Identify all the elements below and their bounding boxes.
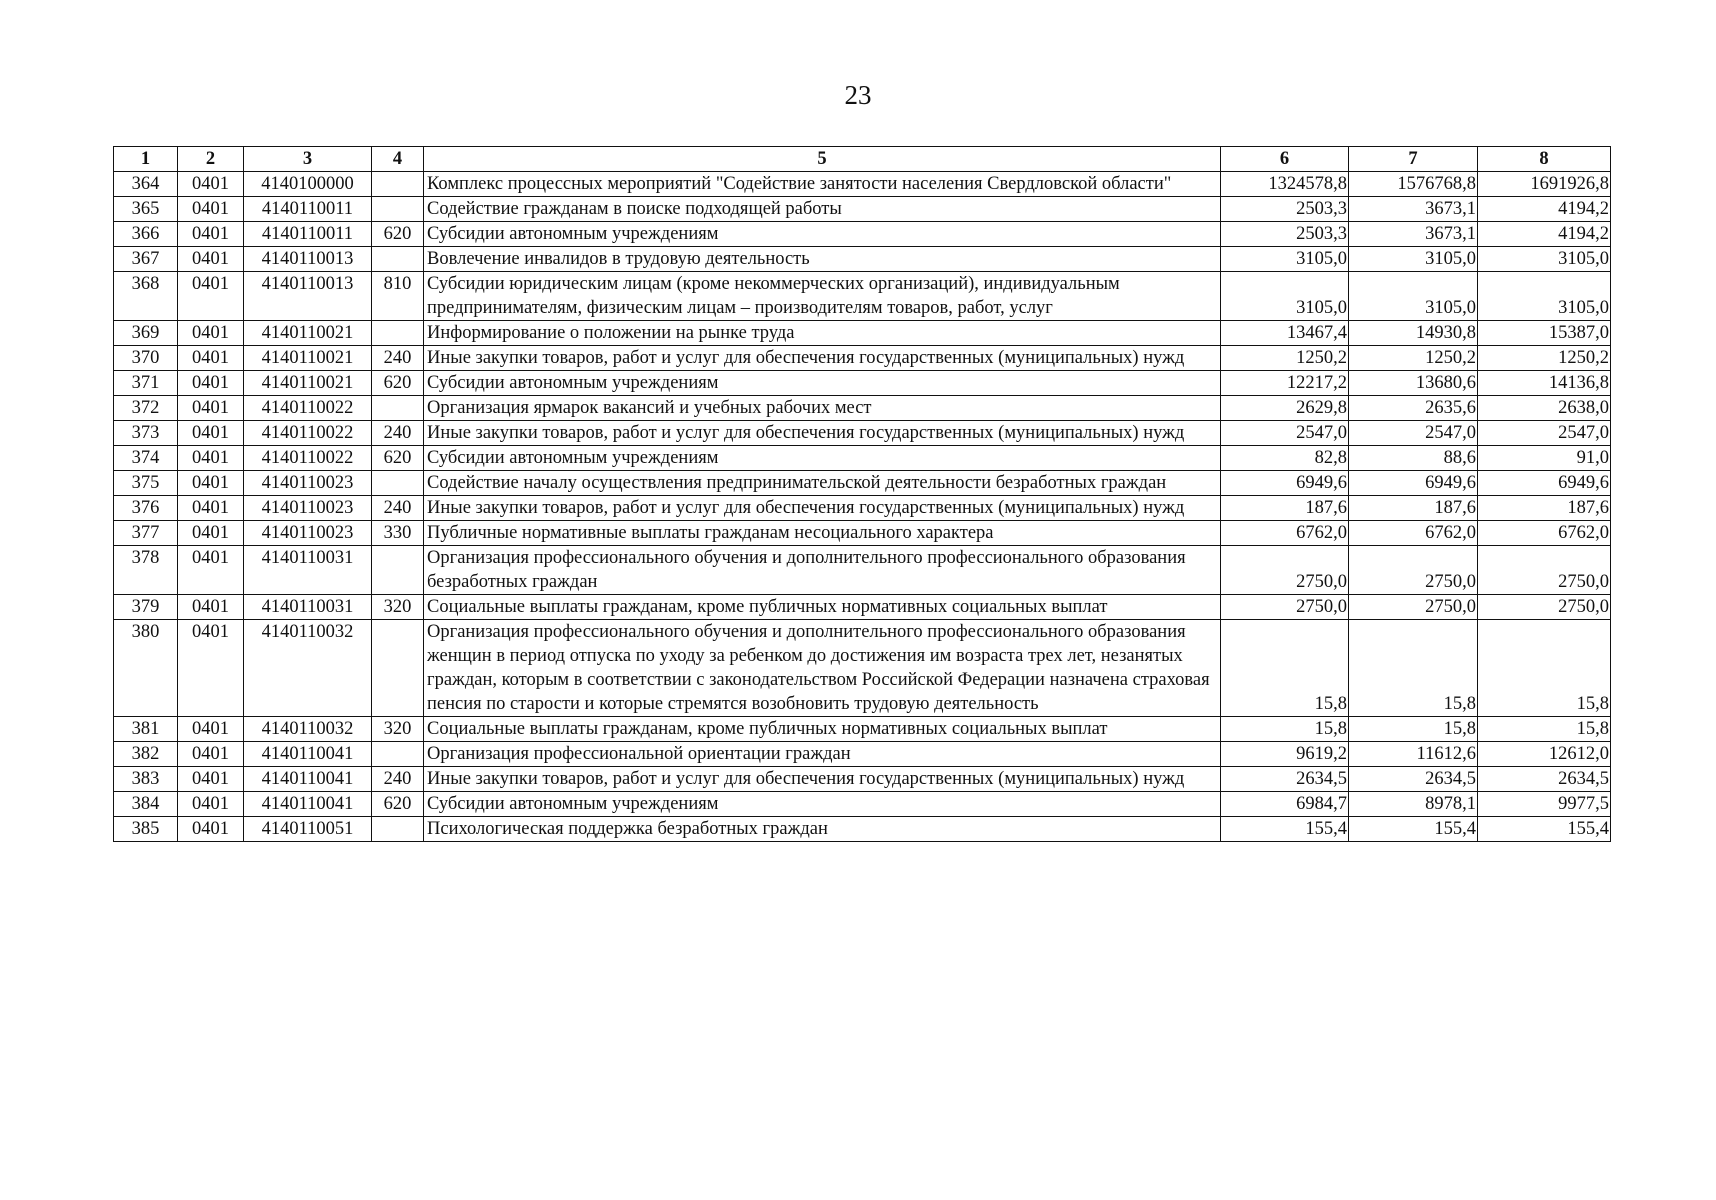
section-code-cell: 0401 — [178, 421, 244, 446]
target-code-cell: 4140110021 — [244, 321, 372, 346]
table-row — [114, 620, 1611, 717]
section-code-cell: 0401 — [178, 496, 244, 521]
description-cell: Организация профессионального обучения и дополнительного профессионального образования женщин в период отпуска по уходу за ребенком до достижения им возраста трех лет, незанятых граждан, которым в соответствии с законодательством Российской Федерации назначена страховая пенсия по старости и которые стремятся возобновить трудовую деятельность — [424, 620, 1221, 717]
section-code-cell: 0401 — [178, 546, 244, 595]
header-row — [114, 147, 1611, 172]
row-number-cell: 385 — [114, 817, 178, 842]
expense-type-cell: 620 — [372, 222, 424, 247]
table-row — [114, 396, 1611, 421]
description-cell: Психологическая поддержка безработных граждан — [424, 817, 1221, 842]
amount-col8-cell: 187,6 — [1478, 496, 1611, 521]
table-row — [114, 421, 1611, 446]
header-cell: 3 — [244, 147, 372, 172]
section-code-cell: 0401 — [178, 595, 244, 620]
amount-col8-cell: 6949,6 — [1478, 471, 1611, 496]
amount-col8-cell: 4194,2 — [1478, 197, 1611, 222]
amount-col6-cell: 2503,3 — [1221, 222, 1349, 247]
amount-col8-cell: 4194,2 — [1478, 222, 1611, 247]
table-row — [114, 247, 1611, 272]
amount-col6-cell: 13467,4 — [1221, 321, 1349, 346]
table-row — [114, 272, 1611, 321]
description-cell: Субсидии юридическим лицам (кроме некоммерческих организаций), индивидуальным предпринимателям, физическим лицам – производителям товаров, работ, услуг — [424, 272, 1221, 321]
page-number: 23 — [844, 80, 872, 110]
amount-col6-cell: 2547,0 — [1221, 421, 1349, 446]
header-cell: 6 — [1221, 147, 1349, 172]
section-code-cell: 0401 — [178, 767, 244, 792]
description-cell: Вовлечение инвалидов в трудовую деятельность — [424, 247, 1221, 272]
description-cell: Социальные выплаты гражданам, кроме публичных нормативных социальных выплат — [424, 717, 1221, 742]
amount-col6-cell: 6949,6 — [1221, 471, 1349, 496]
description-cell: Комплекс процессных мероприятий "Содействие занятости населения Свердловской области" — [424, 172, 1221, 197]
amount-col6-cell: 1324578,8 — [1221, 172, 1349, 197]
section-code-cell: 0401 — [178, 742, 244, 767]
table-row — [114, 767, 1611, 792]
expense-type-cell — [372, 172, 424, 197]
row-number-cell: 365 — [114, 197, 178, 222]
target-code-cell: 4140110031 — [244, 595, 372, 620]
target-code-cell: 4140110031 — [244, 546, 372, 595]
amount-col6-cell: 6762,0 — [1221, 521, 1349, 546]
amount-col8-cell: 2750,0 — [1478, 546, 1611, 595]
row-number-cell: 384 — [114, 792, 178, 817]
section-code-cell: 0401 — [178, 247, 244, 272]
description-cell: Иные закупки товаров, работ и услуг для обеспечения государственных (муниципальных) нужд — [424, 346, 1221, 371]
table-row — [114, 742, 1611, 767]
section-code-cell: 0401 — [178, 792, 244, 817]
row-number-cell: 371 — [114, 371, 178, 396]
amount-col8-cell: 3105,0 — [1478, 247, 1611, 272]
amount-col7-cell: 2750,0 — [1349, 546, 1478, 595]
section-code-cell: 0401 — [178, 197, 244, 222]
target-code-cell: 4140110021 — [244, 346, 372, 371]
row-number-cell: 380 — [114, 620, 178, 717]
target-code-cell: 4140110032 — [244, 717, 372, 742]
amount-col8-cell: 3105,0 — [1478, 272, 1611, 321]
amount-col6-cell: 82,8 — [1221, 446, 1349, 471]
amount-col8-cell: 15387,0 — [1478, 321, 1611, 346]
target-code-cell: 4140110013 — [244, 272, 372, 321]
table-row — [114, 446, 1611, 471]
amount-col8-cell: 14136,8 — [1478, 371, 1611, 396]
expense-type-cell — [372, 471, 424, 496]
amount-col6-cell: 2634,5 — [1221, 767, 1349, 792]
expense-type-cell — [372, 546, 424, 595]
table-row — [114, 521, 1611, 546]
header-cell: 2 — [178, 147, 244, 172]
table-row — [114, 595, 1611, 620]
amount-col8-cell: 91,0 — [1478, 446, 1611, 471]
description-cell: Организация профессиональной ориентации граждан — [424, 742, 1221, 767]
amount-col6-cell: 2750,0 — [1221, 546, 1349, 595]
table-row — [114, 346, 1611, 371]
description-cell: Содействие началу осуществления предпринимательской деятельности безработных граждан — [424, 471, 1221, 496]
section-code-cell: 0401 — [178, 620, 244, 717]
row-number-cell: 383 — [114, 767, 178, 792]
amount-col8-cell: 2750,0 — [1478, 595, 1611, 620]
row-number-cell: 372 — [114, 396, 178, 421]
expense-type-cell — [372, 620, 424, 717]
section-code-cell: 0401 — [178, 222, 244, 247]
amount-col7-cell: 2547,0 — [1349, 421, 1478, 446]
amount-col6-cell: 2629,8 — [1221, 396, 1349, 421]
expense-type-cell — [372, 321, 424, 346]
description-cell: Организация ярмарок вакансий и учебных рабочих мест — [424, 396, 1221, 421]
row-number-cell: 377 — [114, 521, 178, 546]
table-row — [114, 197, 1611, 222]
amount-col6-cell: 6984,7 — [1221, 792, 1349, 817]
amount-col6-cell: 155,4 — [1221, 817, 1349, 842]
amount-col6-cell: 12217,2 — [1221, 371, 1349, 396]
expense-type-cell: 240 — [372, 496, 424, 521]
section-code-cell: 0401 — [178, 272, 244, 321]
section-code-cell: 0401 — [178, 396, 244, 421]
row-number-cell: 376 — [114, 496, 178, 521]
target-code-cell: 4140100000 — [244, 172, 372, 197]
amount-col6-cell: 9619,2 — [1221, 742, 1349, 767]
target-code-cell: 4140110022 — [244, 446, 372, 471]
table-row — [114, 496, 1611, 521]
section-code-cell: 0401 — [178, 817, 244, 842]
description-cell: Субсидии автономным учреждениям — [424, 792, 1221, 817]
row-number-cell: 374 — [114, 446, 178, 471]
amount-col6-cell: 2503,3 — [1221, 197, 1349, 222]
amount-col7-cell: 3105,0 — [1349, 247, 1478, 272]
amount-col8-cell: 15,8 — [1478, 620, 1611, 717]
amount-col7-cell: 6762,0 — [1349, 521, 1478, 546]
header-cell: 4 — [372, 147, 424, 172]
amount-col7-cell: 155,4 — [1349, 817, 1478, 842]
amount-col8-cell: 2547,0 — [1478, 421, 1611, 446]
amount-col7-cell: 3673,1 — [1349, 197, 1478, 222]
amount-col7-cell: 2750,0 — [1349, 595, 1478, 620]
amount-col6-cell: 3105,0 — [1221, 272, 1349, 321]
table-row — [114, 172, 1611, 197]
amount-col8-cell: 2638,0 — [1478, 396, 1611, 421]
header-cell: 1 — [114, 147, 178, 172]
section-code-cell: 0401 — [178, 172, 244, 197]
target-code-cell: 4140110023 — [244, 471, 372, 496]
amount-col7-cell: 187,6 — [1349, 496, 1478, 521]
description-cell: Публичные нормативные выплаты гражданам несоциального характера — [424, 521, 1221, 546]
description-cell: Иные закупки товаров, работ и услуг для обеспечения государственных (муниципальных) нужд — [424, 421, 1221, 446]
target-code-cell: 4140110022 — [244, 421, 372, 446]
amount-col6-cell: 187,6 — [1221, 496, 1349, 521]
row-number-cell: 382 — [114, 742, 178, 767]
expense-type-cell: 810 — [372, 272, 424, 321]
description-cell: Иные закупки товаров, работ и услуг для обеспечения государственных (муниципальных) нужд — [424, 496, 1221, 521]
expense-type-cell: 620 — [372, 792, 424, 817]
section-code-cell: 0401 — [178, 717, 244, 742]
amount-col6-cell: 15,8 — [1221, 620, 1349, 717]
target-code-cell: 4140110023 — [244, 521, 372, 546]
row-number-cell: 373 — [114, 421, 178, 446]
table-row — [114, 717, 1611, 742]
target-code-cell: 4140110011 — [244, 197, 372, 222]
target-code-cell: 4140110041 — [244, 792, 372, 817]
expense-type-cell — [372, 197, 424, 222]
row-number-cell: 366 — [114, 222, 178, 247]
row-number-cell: 367 — [114, 247, 178, 272]
expense-type-cell — [372, 247, 424, 272]
header-cell: 8 — [1478, 147, 1611, 172]
target-code-cell: 4140110013 — [244, 247, 372, 272]
amount-col7-cell: 3673,1 — [1349, 222, 1478, 247]
description-cell: Информирование о положении на рынке труда — [424, 321, 1221, 346]
row-number-cell: 379 — [114, 595, 178, 620]
amount-col7-cell: 11612,6 — [1349, 742, 1478, 767]
row-number-cell: 381 — [114, 717, 178, 742]
header-cell: 5 — [424, 147, 1221, 172]
section-code-cell: 0401 — [178, 471, 244, 496]
section-code-cell: 0401 — [178, 521, 244, 546]
description-cell: Иные закупки товаров, работ и услуг для обеспечения государственных (муниципальных) нужд — [424, 767, 1221, 792]
header-cell: 7 — [1349, 147, 1478, 172]
expense-type-cell: 240 — [372, 767, 424, 792]
expense-type-cell — [372, 396, 424, 421]
description-cell: Субсидии автономным учреждениям — [424, 222, 1221, 247]
description-cell: Субсидии автономным учреждениям — [424, 446, 1221, 471]
amount-col8-cell: 15,8 — [1478, 717, 1611, 742]
amount-col7-cell: 13680,6 — [1349, 371, 1478, 396]
row-number-cell: 368 — [114, 272, 178, 321]
table-body — [114, 172, 1611, 842]
table-row — [114, 471, 1611, 496]
amount-col8-cell: 12612,0 — [1478, 742, 1611, 767]
row-number-cell: 369 — [114, 321, 178, 346]
expense-type-cell — [372, 817, 424, 842]
target-code-cell: 4140110032 — [244, 620, 372, 717]
target-code-cell: 4140110022 — [244, 396, 372, 421]
expense-type-cell: 240 — [372, 421, 424, 446]
target-code-cell: 4140110041 — [244, 742, 372, 767]
target-code-cell: 4140110051 — [244, 817, 372, 842]
expense-type-cell: 320 — [372, 595, 424, 620]
description-cell: Социальные выплаты гражданам, кроме публичных нормативных социальных выплат — [424, 595, 1221, 620]
amount-col7-cell: 8978,1 — [1349, 792, 1478, 817]
table-row — [114, 371, 1611, 396]
target-code-cell: 4140110021 — [244, 371, 372, 396]
amount-col8-cell: 6762,0 — [1478, 521, 1611, 546]
expense-type-cell: 620 — [372, 371, 424, 396]
target-code-cell: 4140110011 — [244, 222, 372, 247]
table-row — [114, 792, 1611, 817]
table-row — [114, 817, 1611, 842]
amount-col7-cell: 15,8 — [1349, 717, 1478, 742]
row-number-cell: 375 — [114, 471, 178, 496]
amount-col8-cell: 2634,5 — [1478, 767, 1611, 792]
expense-type-cell: 330 — [372, 521, 424, 546]
amount-col7-cell: 88,6 — [1349, 446, 1478, 471]
expense-type-cell: 620 — [372, 446, 424, 471]
target-code-cell: 4140110023 — [244, 496, 372, 521]
table-row — [114, 222, 1611, 247]
amount-col7-cell: 15,8 — [1349, 620, 1478, 717]
description-cell: Содействие гражданам в поиске подходящей работы — [424, 197, 1221, 222]
amount-col6-cell: 1250,2 — [1221, 346, 1349, 371]
amount-col7-cell: 2634,5 — [1349, 767, 1478, 792]
table-row — [114, 546, 1611, 595]
section-code-cell: 0401 — [178, 371, 244, 396]
description-cell: Организация профессионального обучения и дополнительного профессионального образования безработных граждан — [424, 546, 1221, 595]
expense-type-cell: 320 — [372, 717, 424, 742]
amount-col7-cell: 2635,6 — [1349, 396, 1478, 421]
amount-col7-cell: 6949,6 — [1349, 471, 1478, 496]
target-code-cell: 4140110041 — [244, 767, 372, 792]
section-code-cell: 0401 — [178, 346, 244, 371]
amount-col6-cell: 3105,0 — [1221, 247, 1349, 272]
budget-table — [113, 146, 1611, 842]
expense-type-cell: 240 — [372, 346, 424, 371]
table-row — [114, 321, 1611, 346]
amount-col7-cell: 1250,2 — [1349, 346, 1478, 371]
amount-col7-cell: 14930,8 — [1349, 321, 1478, 346]
row-number-cell: 370 — [114, 346, 178, 371]
section-code-cell: 0401 — [178, 321, 244, 346]
section-code-cell: 0401 — [178, 446, 244, 471]
amount-col8-cell: 155,4 — [1478, 817, 1611, 842]
amount-col6-cell: 2750,0 — [1221, 595, 1349, 620]
amount-col8-cell: 1691926,8 — [1478, 172, 1611, 197]
expense-type-cell — [372, 742, 424, 767]
amount-col8-cell: 9977,5 — [1478, 792, 1611, 817]
description-cell: Субсидии автономным учреждениям — [424, 371, 1221, 396]
amount-col7-cell: 3105,0 — [1349, 272, 1478, 321]
amount-col7-cell: 1576768,8 — [1349, 172, 1478, 197]
amount-col6-cell: 15,8 — [1221, 717, 1349, 742]
row-number-cell: 378 — [114, 546, 178, 595]
row-number-cell: 364 — [114, 172, 178, 197]
amount-col8-cell: 1250,2 — [1478, 346, 1611, 371]
